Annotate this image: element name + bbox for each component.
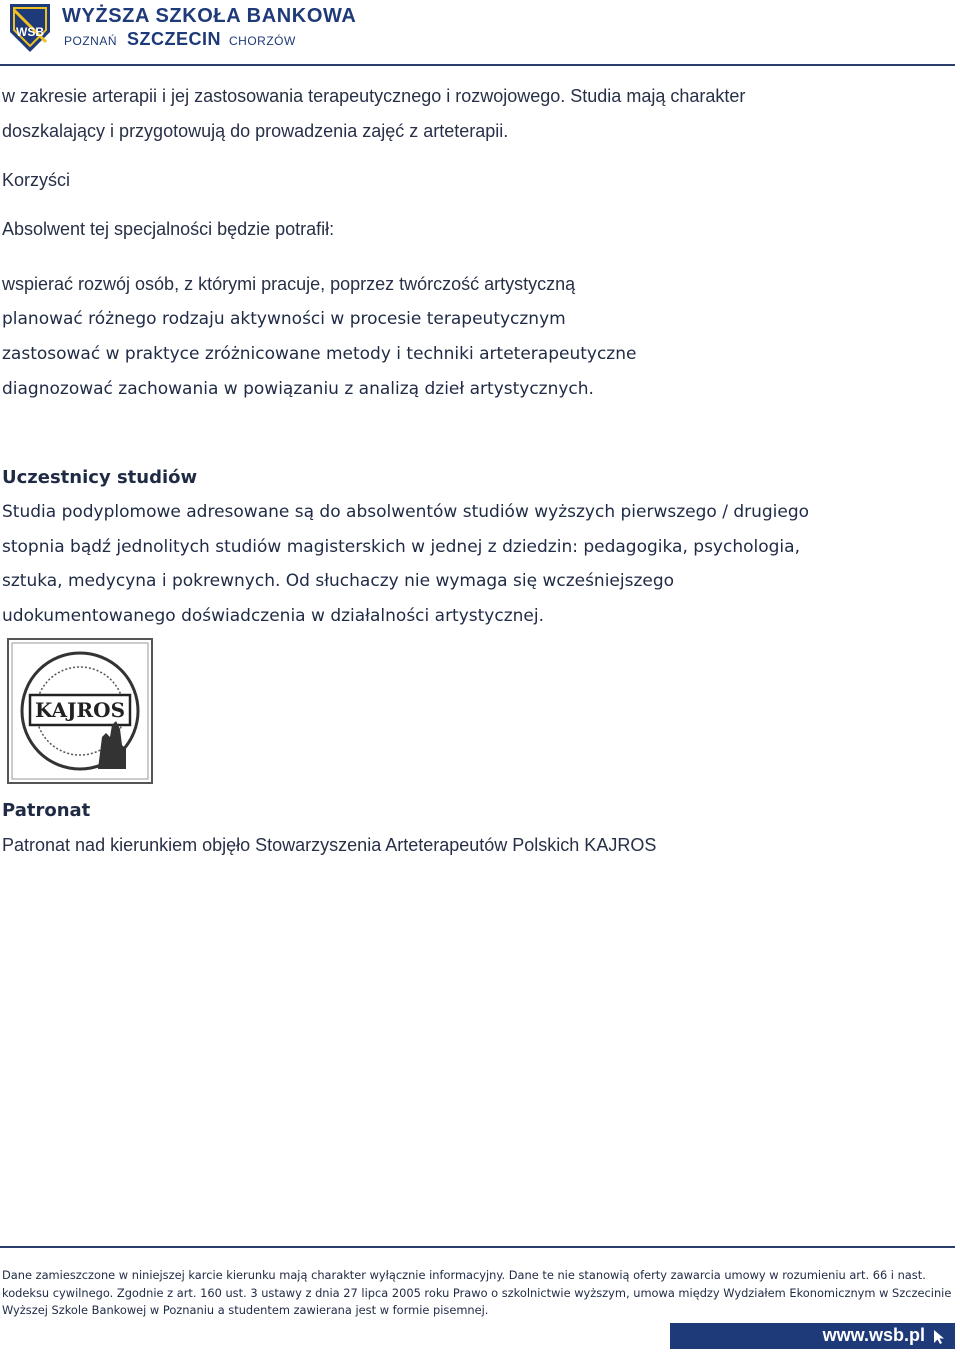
wsb-badge-icon: [6, 2, 54, 54]
intro-line-1: w zakresie arterapii i jej zastosowania terapeutycznego i rozwojowego. Studia mają charakter: [2, 86, 746, 106]
kajros-stamp-icon: [6, 637, 154, 785]
participants-line: sztuka, medycyna i pokrewnych. Od słuchaczy nie wymaga się wcześniejszego: [2, 571, 675, 591]
footer-line: kodeksu cywilnego. Zgodnie z art. 160 ust. 3 ustawy z dnia 27 lipca 2005 roku Prawo o szkolnictwie wyższym, umowa między Wydziałem Ekonomicznym w Szczecinie: [2, 1285, 952, 1300]
participants-line: Studia podyplomowe adresowane są do absolwentów studiów wyższych pierwszego / drugiego: [2, 502, 810, 522]
intro-line-2: doszkalający i przygotowują do prowadzenia zajęć z arteterapii.: [2, 121, 509, 141]
benefit-item: diagnozować zachowania w powiązaniu z analizą dzieł artystycznych.: [2, 379, 594, 399]
participants-heading: Uczestnicy studiów: [2, 467, 198, 488]
participants-line: udokumentowanego doświadczenia w działalności artystycznej.: [2, 606, 544, 626]
city-chorzow: CHORZÓW: [229, 34, 296, 48]
benefit-item: planować różnego rodzaju aktywności w procesie terapeutycznym: [2, 309, 566, 329]
participants-line: stopnia bądź jednolitych studiów magisterskich w jednej z dziedzin: pedagogika, psychologia,: [2, 537, 800, 557]
badge-text: WSB: [16, 25, 44, 39]
header-divider: [0, 64, 955, 66]
benefit-item: zastosować w praktyce zróżnicowane metody i techniki arteterapeutyczne: [2, 344, 637, 364]
website-link[interactable]: [670, 1323, 955, 1349]
website-url[interactable]: www.wsb.pl: [822, 1325, 925, 1345]
benefit-item: wspierać rozwój osób, z którymi pracuje, poprzez twórczość artystyczną: [2, 274, 576, 294]
footer-disclaimer: [2, 1267, 957, 1320]
stamp-text: KAJROS: [34, 698, 126, 722]
patronage-heading: Patronat: [2, 800, 91, 821]
page-header: [0, 0, 960, 62]
benefits-lead: Absolwent tej specjalności będzie potrafił:: [2, 219, 335, 239]
footer-line: Dane zamieszczone w niniejszej karcie kierunku mają charakter wyłącznie informacyjny. Dane te nie stanowią oferty zawarcia umowy w rozumieniu art. 66 i nast.: [2, 1268, 926, 1282]
cursor-icon: [933, 1329, 947, 1345]
brand-name: WYŻSZA SZKOŁA BANKOWA: [62, 5, 357, 27]
footer-divider: [0, 1246, 955, 1248]
city-szczecin: SZCZECIN: [127, 29, 222, 49]
benefits-heading: Korzyści: [2, 170, 71, 190]
footer-line: Wyższej Szkole Bankowej w Poznaniu a studentem zawierana jest w formie pisemnej.: [2, 1303, 489, 1318]
brand-cities: [64, 29, 296, 50]
patronage-text: Patronat nad kierunkiem objęło Stowarzyszenia Arteterapeutów Polskich KAJROS: [2, 835, 657, 855]
city-poznan: POZNAŃ: [64, 34, 118, 48]
